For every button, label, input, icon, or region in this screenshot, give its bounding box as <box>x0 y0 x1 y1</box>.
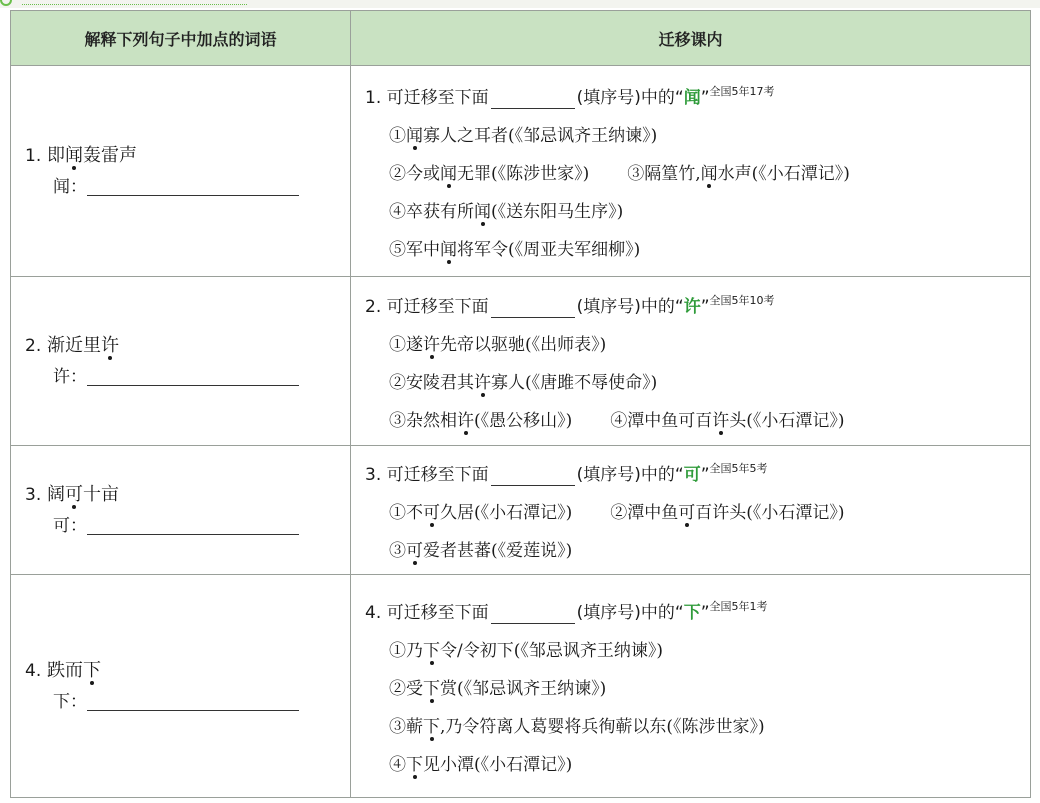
exam-note: 全国5年5考 <box>709 462 768 475</box>
table-row <box>11 446 1031 575</box>
answer-line: 闻： <box>25 172 350 203</box>
option-item: ③蕲下,乃令符离人葛婴将兵徇蕲以东(《陈涉世家》) <box>389 717 765 737</box>
transfer-question: 3. 可迁移至下面 (填序号)中的“可”$^{全国5年5考}$ <box>365 462 768 485</box>
option-item: ①不可久居(《小石潭记》) ②潭中鱼可百许头(《小石潭记》) <box>389 503 845 523</box>
dotted-word: 许 <box>100 334 119 356</box>
header-left: 解释下列句子中加点的词语 <box>11 11 351 66</box>
option-item: ④卒获有所闻(《送东阳马生序》) <box>389 202 624 222</box>
dotted-rule <box>22 4 247 5</box>
table-row <box>11 66 1031 277</box>
option-item: ①遂许先帝以驱驰(《出师表》) <box>389 335 607 355</box>
exam-note: 全国5年17考 <box>709 85 775 98</box>
highlight-word: 许 <box>683 297 701 317</box>
exam-note: 全国5年10考 <box>709 294 775 307</box>
exam-note: 全国5年1考 <box>709 600 768 613</box>
fill-blank[interactable] <box>491 316 575 318</box>
question-number: 4. <box>25 660 42 681</box>
transfer-question: 4. 可迁移至下面 (填序号)中的“下”$^{全国5年1考}$ <box>365 600 768 623</box>
option-item: ③杂然相许(《愚公移山》) ④潭中鱼可百许头(《小石潭记》) <box>389 411 845 431</box>
question-cell <box>11 575 351 798</box>
option-item: ③可爱者甚蕃(《爱莲说》) <box>389 541 573 561</box>
dotted-word: 闻 <box>64 144 83 166</box>
option-item: ①闻寡人之耳者(《邹忌讽齐王纳谏》) <box>389 126 658 146</box>
header-right: 迁移课内 <box>351 11 1031 66</box>
answer-blank[interactable] <box>87 194 299 196</box>
answer-blank[interactable] <box>87 384 299 386</box>
table-row <box>11 575 1031 798</box>
option-item: ①乃下令/令初下(《邹忌讽齐王纳谏》) <box>389 641 663 661</box>
dotted-word: 下 <box>82 659 101 681</box>
transfer-cell <box>351 575 1031 798</box>
transfer-cell <box>351 446 1031 575</box>
answer-line: 许： <box>25 362 350 393</box>
transfer-question: 1. 可迁移至下面 (填序号)中的“闻”$^{全国5年17考}$ <box>365 85 775 108</box>
exercise-table <box>10 10 1031 798</box>
dotted-word: 可 <box>64 483 83 505</box>
question-cell <box>11 446 351 575</box>
sentence-line: 3. 阔可十亩 <box>25 483 119 505</box>
circle-marker-icon <box>0 0 12 6</box>
top-decoration <box>0 0 1040 8</box>
transfer-cell <box>351 277 1031 446</box>
fill-blank[interactable] <box>491 622 575 624</box>
answer-line: 下： <box>25 687 350 718</box>
table-row <box>11 277 1031 446</box>
answer-blank[interactable] <box>87 709 299 711</box>
sentence-line: 2. 渐近里许 <box>25 334 119 356</box>
question-cell <box>11 277 351 446</box>
transfer-question: 2. 可迁移至下面 (填序号)中的“许”$^{全国5年10考}$ <box>365 294 775 317</box>
answer-blank[interactable] <box>87 533 299 535</box>
question-number: 2. <box>25 335 42 356</box>
option-item: ②今或闻无罪(《陈涉世家》) ③隔篁竹,闻水声(《小石潭记》) <box>389 164 850 184</box>
fill-blank[interactable] <box>491 107 575 109</box>
highlight-word: 可 <box>683 465 701 485</box>
question-number: 1. <box>25 145 42 166</box>
highlight-word: 下 <box>683 603 701 623</box>
sentence-line: 4. 跌而下 <box>25 659 101 681</box>
question-number: 3. <box>25 484 42 505</box>
question-cell <box>11 66 351 277</box>
table-header-row <box>11 11 1031 66</box>
option-item: ④下见小潭(《小石潭记》) <box>389 755 573 775</box>
option-item: ②受下赏(《邹忌讽齐王纳谏》) <box>389 679 607 699</box>
fill-blank[interactable] <box>491 484 575 486</box>
option-item: ②安陵君其许寡人(《唐雎不辱使命》) <box>389 373 658 393</box>
transfer-cell <box>351 66 1031 277</box>
answer-line: 可： <box>25 511 350 542</box>
highlight-word: 闻 <box>683 88 701 108</box>
sentence-line: 1. 即闻轰雷声 <box>25 144 137 166</box>
option-item: ⑤军中闻将军令(《周亚夫军细柳》) <box>389 240 641 260</box>
